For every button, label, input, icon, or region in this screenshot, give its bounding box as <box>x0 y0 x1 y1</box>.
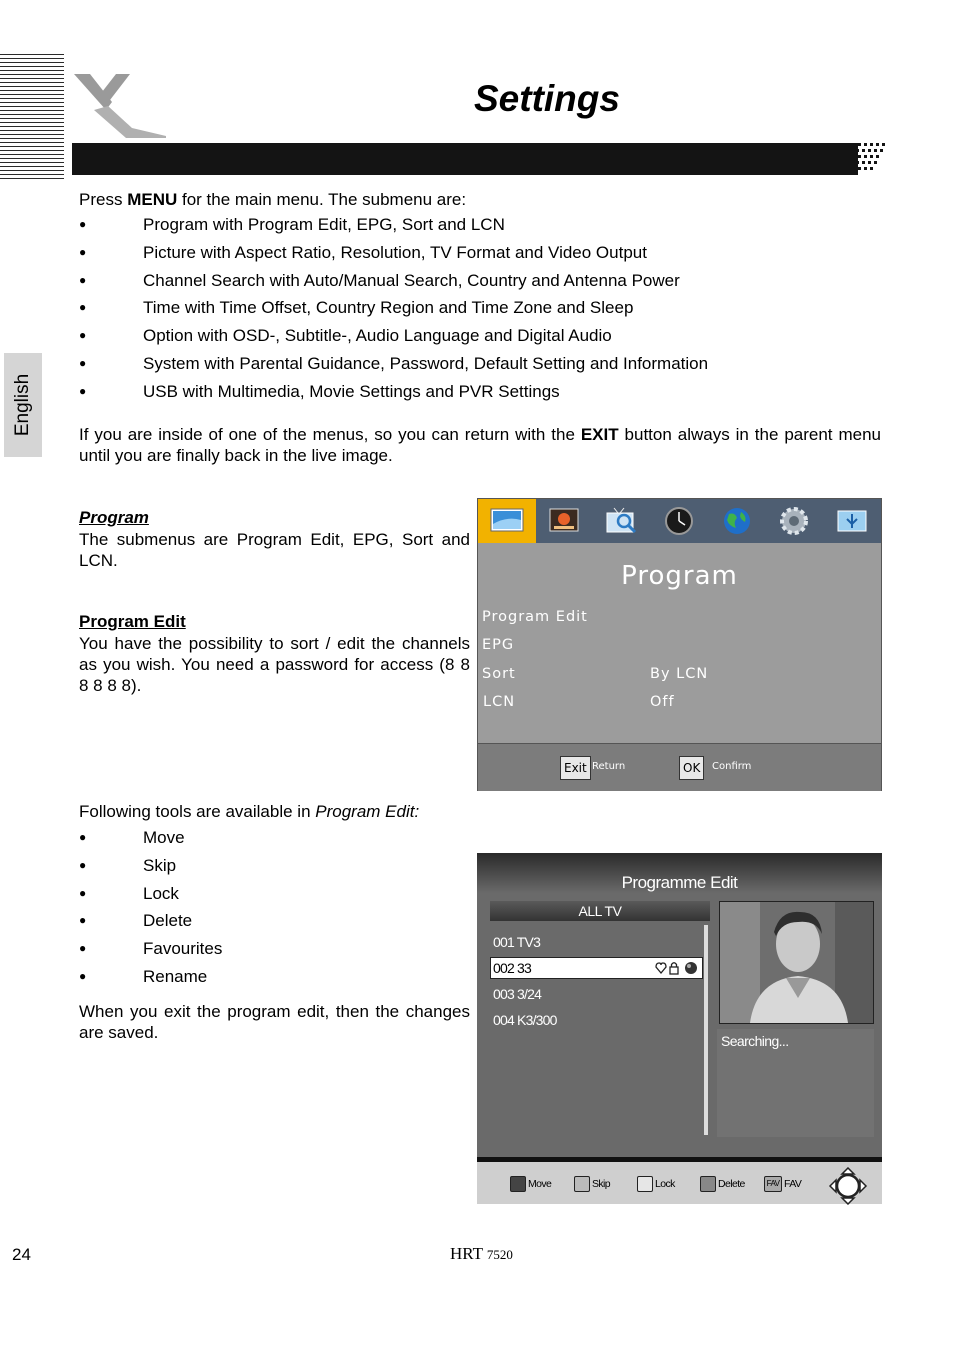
list-item: ● Move <box>79 827 222 855</box>
usb-icon[interactable] <box>823 499 881 543</box>
exit-paragraph: If you are inside of one of the menus, so you can return with the EXIT button always in the parent menu until you are finally back in the live image. <box>79 425 881 465</box>
submenu-list <box>79 214 708 409</box>
page-title: Settings <box>474 78 620 119</box>
list-item: ● Lock <box>79 883 222 911</box>
delete-tool[interactable]: Delete <box>700 1176 745 1192</box>
osd-value-lcn: Off <box>650 694 675 710</box>
tools-intro: Following tools are available in Program Edit: <box>79 802 420 821</box>
table-row[interactable]: 004 K3/300 <box>493 1012 557 1028</box>
fav-key-icon: FAV <box>764 1176 782 1192</box>
exit-note: When you exit the program edit, then the changes are saved. <box>79 1002 470 1042</box>
page-number: 24 <box>12 1245 31 1264</box>
tools-list <box>79 827 222 994</box>
blue-key-icon <box>700 1176 716 1192</box>
ok-key-label: Confirm <box>712 761 752 772</box>
fav-tool[interactable]: FAV FAV <box>764 1176 801 1192</box>
osd-row-epg[interactable]: EPG <box>482 637 515 653</box>
picture-icon[interactable] <box>536 499 594 543</box>
menu-icon-row <box>478 499 881 543</box>
osd-row-program-edit[interactable]: Program Edit <box>482 609 588 625</box>
language-tab <box>4 353 42 457</box>
search-status: Searching... <box>721 1033 789 1049</box>
list-item: ● Rename <box>79 966 222 994</box>
ok-key[interactable]: OK <box>679 756 704 780</box>
language-tab-label: English <box>12 373 33 437</box>
program-edit-heading: Program Edit <box>79 612 186 631</box>
program-menu-screen <box>477 498 882 791</box>
program-icon[interactable] <box>478 499 536 543</box>
lock-tool[interactable]: Lock <box>637 1176 675 1192</box>
lock-icon <box>670 967 678 974</box>
channel-list <box>490 901 710 1135</box>
preview-image <box>719 901 874 1024</box>
table-row[interactable]: 003 3/24 <box>493 986 542 1002</box>
header-bar-dots <box>850 143 890 175</box>
list-item: ● System with Parental Guidance, Password, Default Setting and Information <box>79 353 708 381</box>
move-tool[interactable]: Move <box>510 1176 551 1192</box>
list-item: ● Delete <box>79 910 222 938</box>
intro-text: Press MENU for the main menu. The submenu are: <box>79 190 467 209</box>
navigation-arrows-icon[interactable] <box>828 1167 868 1205</box>
program-text: The submenus are Program Edit, EPG, Sort and LCN. <box>79 530 470 570</box>
table-row-selected[interactable]: 002 33 <box>493 960 532 976</box>
program-edit-text: You have the possibility to sort / edit the channels as you wish. You need a password for access (8 8 8 8 8 8). <box>79 634 470 695</box>
list-item: ● Picture with Aspect Ratio, Resolution, TV Format and Video Output <box>79 242 708 270</box>
red-key-icon <box>510 1176 526 1192</box>
list-scrollbar[interactable] <box>704 925 708 1135</box>
decorative-stripes <box>0 54 64 182</box>
programme-edit-screen <box>477 853 882 1204</box>
system-gear-icon[interactable] <box>766 499 824 543</box>
globe-icon <box>685 962 697 974</box>
header-bar <box>72 143 858 175</box>
list-item: ● Option with OSD-, Subtitle-, Audio Language and Digital Audio <box>79 325 708 353</box>
tool-footer <box>477 1157 882 1204</box>
list-item: ● Program with Program Edit, EPG, Sort and LCN <box>79 214 708 242</box>
list-item: ● Time with Time Offset, Country Region and Time Zone and Sleep <box>79 297 708 325</box>
program-heading: Program <box>79 508 149 527</box>
heart-icon <box>656 963 666 973</box>
exit-key-label: Return <box>592 761 626 772</box>
osd-row-lcn[interactable]: LCN <box>483 694 516 710</box>
list-item: ● Favourites <box>79 938 222 966</box>
info-panel <box>717 1029 874 1137</box>
osd-row-sort[interactable]: Sort <box>482 666 516 682</box>
osd-footer <box>478 743 881 791</box>
list-header: ALL TV <box>490 901 710 921</box>
list-item: ● USB with Multimedia, Movie Settings and PVR Settings <box>79 381 708 409</box>
model-brand: HRT 7520 <box>450 1244 513 1263</box>
channel-search-icon[interactable] <box>593 499 651 543</box>
brand-logo <box>72 72 168 140</box>
yellow-key-icon <box>637 1176 653 1192</box>
exit-key[interactable]: Exit <box>560 756 591 780</box>
osd-title: Program <box>621 561 738 591</box>
time-icon[interactable] <box>651 499 709 543</box>
list-item: ● Channel Search with Auto/Manual Search, Country and Antenna Power <box>79 270 708 298</box>
row-status-icons <box>655 960 701 976</box>
skip-tool[interactable]: Skip <box>574 1176 610 1192</box>
option-globe-icon[interactable] <box>708 499 766 543</box>
green-key-icon <box>574 1176 590 1192</box>
table-row[interactable]: 001 TV3 <box>493 934 541 950</box>
list-item: ● Skip <box>79 855 222 883</box>
osd-title: Programme Edit <box>621 873 738 892</box>
osd-value-sort: By LCN <box>650 666 709 682</box>
